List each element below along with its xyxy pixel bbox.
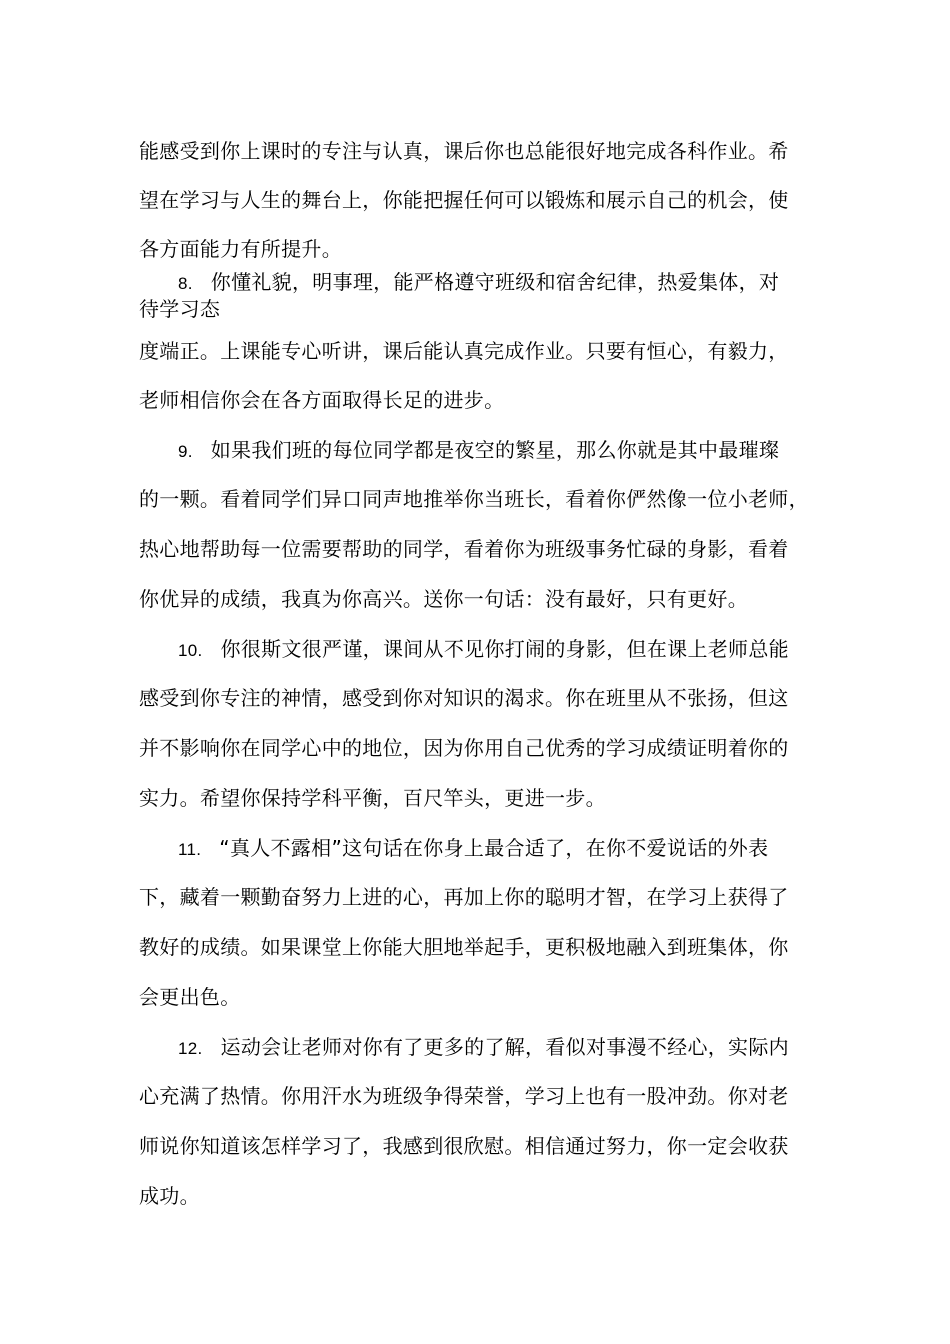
- comment-9-first-line: [178, 438, 878, 464]
- text-line: 度端正。上课能专心听讲，课后能认真完成作业。只要有恒心，有毅力，: [139, 339, 789, 363]
- text-line: 实力。希望你保持学科平衡，百尺竿头，更进一步。: [139, 786, 606, 810]
- comment-11-first-line: [178, 836, 878, 862]
- text-line: “真人不露相”这句话在你身上最合适了，在你不爱说话的外表: [219, 836, 769, 860]
- text-line: 教好的成绩。如果课堂上你能大胆地举起手，更积极地融入到班集体，你: [139, 935, 789, 959]
- comment-12-first-line: [178, 1035, 878, 1061]
- text-line: 师说你知道该怎样学习了，我感到很欣慰。相信通过努力，你一定会收获: [139, 1134, 789, 1158]
- text-line: 你懂礼貌，明事理，能严格遵守班级和宿舍纪律，热爱集体，对: [210, 270, 780, 294]
- text-line: 会更出色。: [139, 985, 241, 1009]
- item-number: 11.: [178, 840, 202, 859]
- item-number: 9.: [178, 442, 193, 461]
- text-line: 如果我们班的每位同学都是夜空的繁星，那么你就是其中最璀璨: [210, 438, 780, 462]
- comment-8-first-line: [178, 270, 878, 296]
- text-line: 并不影响你在同学心中的地位，因为你用自己优秀的学习成绩证明着你的: [139, 736, 789, 760]
- item-number: 12.: [178, 1039, 203, 1058]
- text-line: 成功。: [139, 1184, 200, 1208]
- text-line: 老师相信你会在各方面取得长足的进步。: [139, 388, 505, 412]
- text-line: 的一颗。看着同学们异口同声地推举你当班长，看着你俨然像一位小老师，: [139, 487, 809, 511]
- item-number: 10.: [178, 641, 203, 660]
- text-line: 能感受到你上课时的专注与认真，课后你也总能很好地完成各科作业。希: [139, 139, 789, 163]
- comment-10-first-line: [178, 637, 878, 663]
- text-line: 热心地帮助每一位需要帮助的同学，看着你为班级事务忙碌的身影，看着: [139, 537, 789, 561]
- text-line: 运动会让老师对你有了更多的了解，看似对事漫不经心，实际内: [220, 1035, 789, 1059]
- text-line: 待学习态: [139, 297, 221, 321]
- text-line: 望在学习与人生的舞台上，你能把握任何可以锻炼和展示自己的机会，使: [139, 188, 789, 212]
- text-line: 各方面能力有所提升。: [139, 237, 342, 261]
- text-line: 你很斯文很严谨，课间从不见你打闹的身影，但在课上老师总能: [220, 637, 789, 661]
- item-number: 8.: [178, 274, 193, 293]
- text-line: 感受到你专注的神情，感受到你对知识的渴求。你在班里从不张扬，但这: [139, 686, 789, 710]
- text-line: 你优异的成绩，我真为你高兴。送你一句话：没有最好，只有更好。: [139, 587, 748, 611]
- text-line: 心充满了热情。你用汗水为班级争得荣誉，学习上也有一股冲劲。你对老: [139, 1084, 789, 1108]
- text-line: 下，藏着一颗勤奋努力上进的心，再加上你的聪明才智，在学习上获得了: [139, 885, 789, 909]
